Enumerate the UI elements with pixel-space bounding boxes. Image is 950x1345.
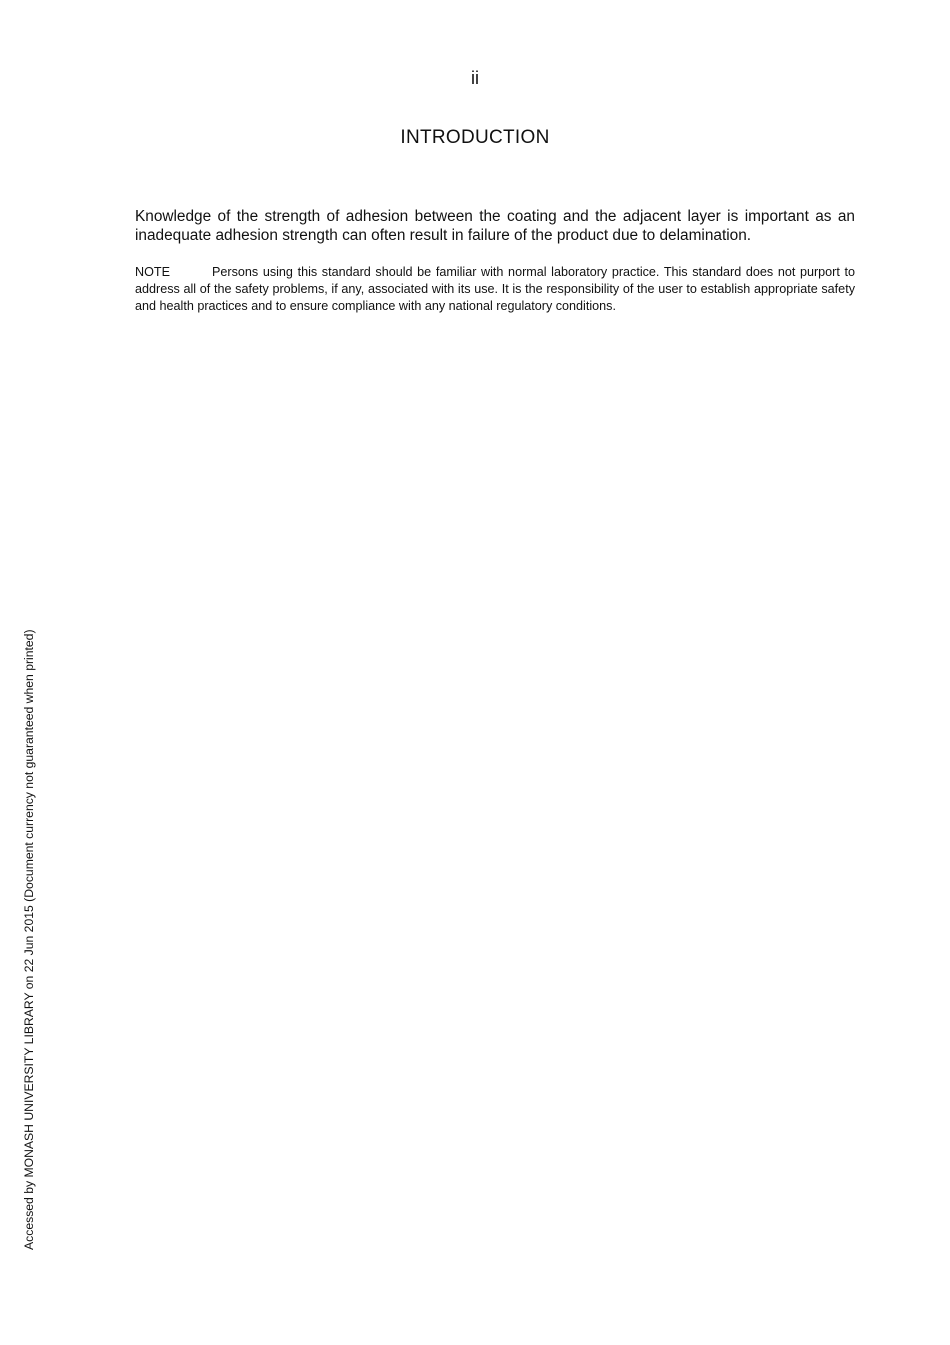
- note-block: [135, 264, 855, 315]
- intro-paragraph: Knowledge of the strength of adhesion between the coating and the adjacent layer is important as an inadequate adhesion strength can often result in failure of the product due to delamination.: [135, 208, 855, 244]
- access-watermark: Accessed by MONASH UNIVERSITY LIBRARY on 22 Jun 2015 (Document currency not guaranteed when printed): [22, 629, 36, 1250]
- page-title: INTRODUCTION: [400, 127, 550, 148]
- note-label: NOTE: [135, 265, 170, 279]
- note-text: Persons using this standard should be familiar with normal laboratory practice. This standard does not purport to address all of the safety problems, if any, associated with its use. It is the responsibility of the user to establish appropriate safety and health practices and to ensure compliance with any national regulatory conditions.: [135, 265, 855, 313]
- page-number: ii: [471, 68, 479, 88]
